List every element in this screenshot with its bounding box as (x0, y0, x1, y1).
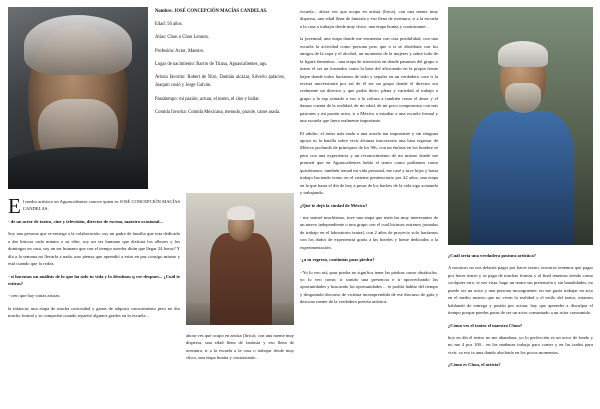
meta-age: Edad: 56 años. (155, 22, 183, 28)
left-para-5: la infancia; una etapa de mucha curiosidad y ganas de adquirir conocimiento pero no dio mucho formal y se comprobó cuando repartió algunos grados en la escuela... (8, 305, 180, 319)
mid-para-0: ahora ves que ocupo en artista (lírica), con una mente muy dispersa, una edad llena de fantasía y eso llena de aventura, ir a la escuela a la casa o trabajar desde muy chico, una etapa bonita y contrastante... (186, 333, 294, 361)
right-portrait-torso (470, 111, 574, 245)
d-para-0: A nosotros no nos debería pagar por hacer teatro, nosotros tenemos que pagar por hacer teatro y se paga de muchas formas y al final tenemos siendo como coolquier otro, te ves vista, hago un teatro sin pretensión y sin banalidades, no puedo ser un actor y una persona incongruente, no me gusta trabajar en acto en el medio muerto que no viven la realidad y el estilo del teatro, estamos hablando de entrega y pasión por actuar, hay que aprender a disculpar el tiempo porque puedes pasar de ser un actor consumado a un actor consumido. (448, 265, 593, 316)
right-portrait-hair (498, 41, 548, 67)
c-question-0: ¿Qué te dejó la ciudad de México? (300, 202, 368, 208)
c-para-1: la juventud; una etapa donde me encuentra con otra posibilidad, con una escuela la actividad como persona pero que a si se distribuía con los amigos de la copa y el alcohol, un momento de la mujeres y sobre todo de la figura femenina... una etapa de transición en donde pasamos del grupo o teatro el ser un formador como la base del aficionado en la propia frente bajen donde todos hacíamos de todo y sepulto en un verdadero cace ir la revista universitaria por así de él ser un grupo donde el director era realmente un director y que podía decir; plena y variedad al trabajo a grupo a la esp actuado a eso a la coltura a también como el ámor y el damos cuenta de la realidad, de mi edad, de mi poco compromiso con mis pasiones y mi pasión actor, ir a México a estudiar a una escuela formal y una escuela que fuera realmente importante. (300, 36, 438, 124)
right-portrait-image (448, 7, 593, 245)
second-portrait-image (186, 193, 294, 325)
left-para-1: - de un actor de teatro, cine y televisión, director de escena, maestro ocasional... (8, 218, 163, 224)
meta-profession: Profesión: Actor, Maestro. (155, 48, 205, 54)
c-para-3: - me sentiré muchísimo, tuve una etapa que tenía las muy interesantes de un nuevo independiente o una grupo con el cual hicimos estrenos jornadas de trabajo en el laboratorio teatral, con 2 años de proyecto solo hacíamos con los dados de experiencia gratis a las hoteles y home dedicados a la experimentación. (300, 214, 438, 250)
left-para-2: Soy una persona que se entrega a la colaboración, soy un padre de familia que esta dedicado a dar brincar cada minuto a su elite, soy un ser humano que disfruta los albores y los domingos en casa, soy un ser humano que con el tiempo ustedes dirán que llegar 24 horas? Y día a la semana no llevarla a nada, uno piensa que aprendió a estar en paz consigo mismo y está cuando que lo rodea. (8, 231, 180, 267)
portrait-hair (24, 15, 132, 75)
d-question-1: ¿Cómo ves el teatro el maestro Chon? (448, 322, 523, 328)
d-para-1: hoy en día el teatro no me abandona, yo lo perfección es un actor de fondo y no me 4 por 100... en las mañanas trabajo para comer y en las tardes para vivir, so eso te ama dando alucharía en los pocos momentos. (448, 334, 593, 355)
left-para-3: - si hacemos un análisis de lo que ha sido tu vida y lo divulmos q ver despues... ¿Cuál te estiras? (8, 273, 180, 286)
article-column-c (300, 8, 438, 311)
article-middle-column (186, 332, 294, 367)
right-portrait-beard (505, 83, 541, 113)
c-para-2: El adulto; el áreas más nada a una acuela tan importante y sin ninguna apoyo ni la batalla sobre vivir alcanza inaccesorio una biza regresar de México profundo de principios de los 90s, con un énfasis en los hombre se pero con una experiencia y un reconocimiento de mi mismo donde me prometí que en Aguascalientes había el teatro como podíamos como quisiéramos, también tomad mi vida personal, me casé y tuve hijos y hasta trabajo haciendo teatro en el sistema penitenciario por 22 años, una etapa en la que hasta el día de hoy a pesar de los baches de la vida sigo actuando y trabajando. (300, 130, 438, 196)
article-column-d (448, 252, 593, 374)
meta-favorite-food: Comida favorita: Comida Mexicana, menudo, pozole, carne asada. (155, 109, 281, 115)
meta-favorite-artist: Artista favorito: Robert de Niro, Damián alcázar, Silverio palacios, Joaquín cosió y Jorge Galván. (155, 75, 285, 89)
portrait-shoulders (8, 147, 148, 189)
drop-cap: E (8, 194, 21, 218)
article-left-column (8, 194, 180, 325)
meta-alias: Alias: Chon o Chon Lennon. (155, 35, 210, 41)
c-para-4: - Yo lo veo así; poar piedra no significa tener las piedras como obstáculos, yo lo veo como; ir sonido una presencia e ir aprovechando las oportunidades y buscando las oportunidades ... te podría hablar del tiempo y desgastado discurso de victima incomprendida de ese discurso de gafa y descono niente de la verdadera poetisa artística. (300, 269, 438, 305)
d-question-2: ¿Cómo es Chon, el artista? (448, 362, 501, 368)
left-para-0: l medio artístico en Aguascalientes conoce quien es JOSÉ CONCEPCIÓN MACÍAS CANDELAS: (22, 199, 180, 212)
left-paragraph-intro (8, 194, 180, 218)
main-portrait-image (8, 7, 148, 189)
subject-metadata (155, 8, 285, 122)
d-question-0: ¿Cuál sería una verdadera postura artística? (448, 253, 536, 258)
meta-hobby: Pasatiempo: mi pasión; actuar, el teatro, el cine y bailar. (155, 96, 260, 102)
c-question-1: -¿a tu regreso, continúas poar piedra? (300, 257, 375, 263)
c-para-0: escuela... ahora ves que ocupo en artista (lírica), con una mente muy dispersa, una edad llena de fantasía y eso llena de aventura, ir a la escuela a la casa o trabajar desde muy chico, una etapa bonita y contrastante... (300, 9, 438, 29)
left-para-4: - creo que hay varias aristas: (8, 293, 61, 299)
meta-name: Nombre: JOSÉ CONCEPCIÓN MACÍAS CANDELAS. (155, 9, 268, 14)
second-portrait-hair (227, 206, 255, 220)
second-portrait-body (210, 233, 272, 325)
meta-birthplace: Lugar de nacimiento: Barrio de Triana, Aguascalientes, ags. (155, 61, 268, 67)
